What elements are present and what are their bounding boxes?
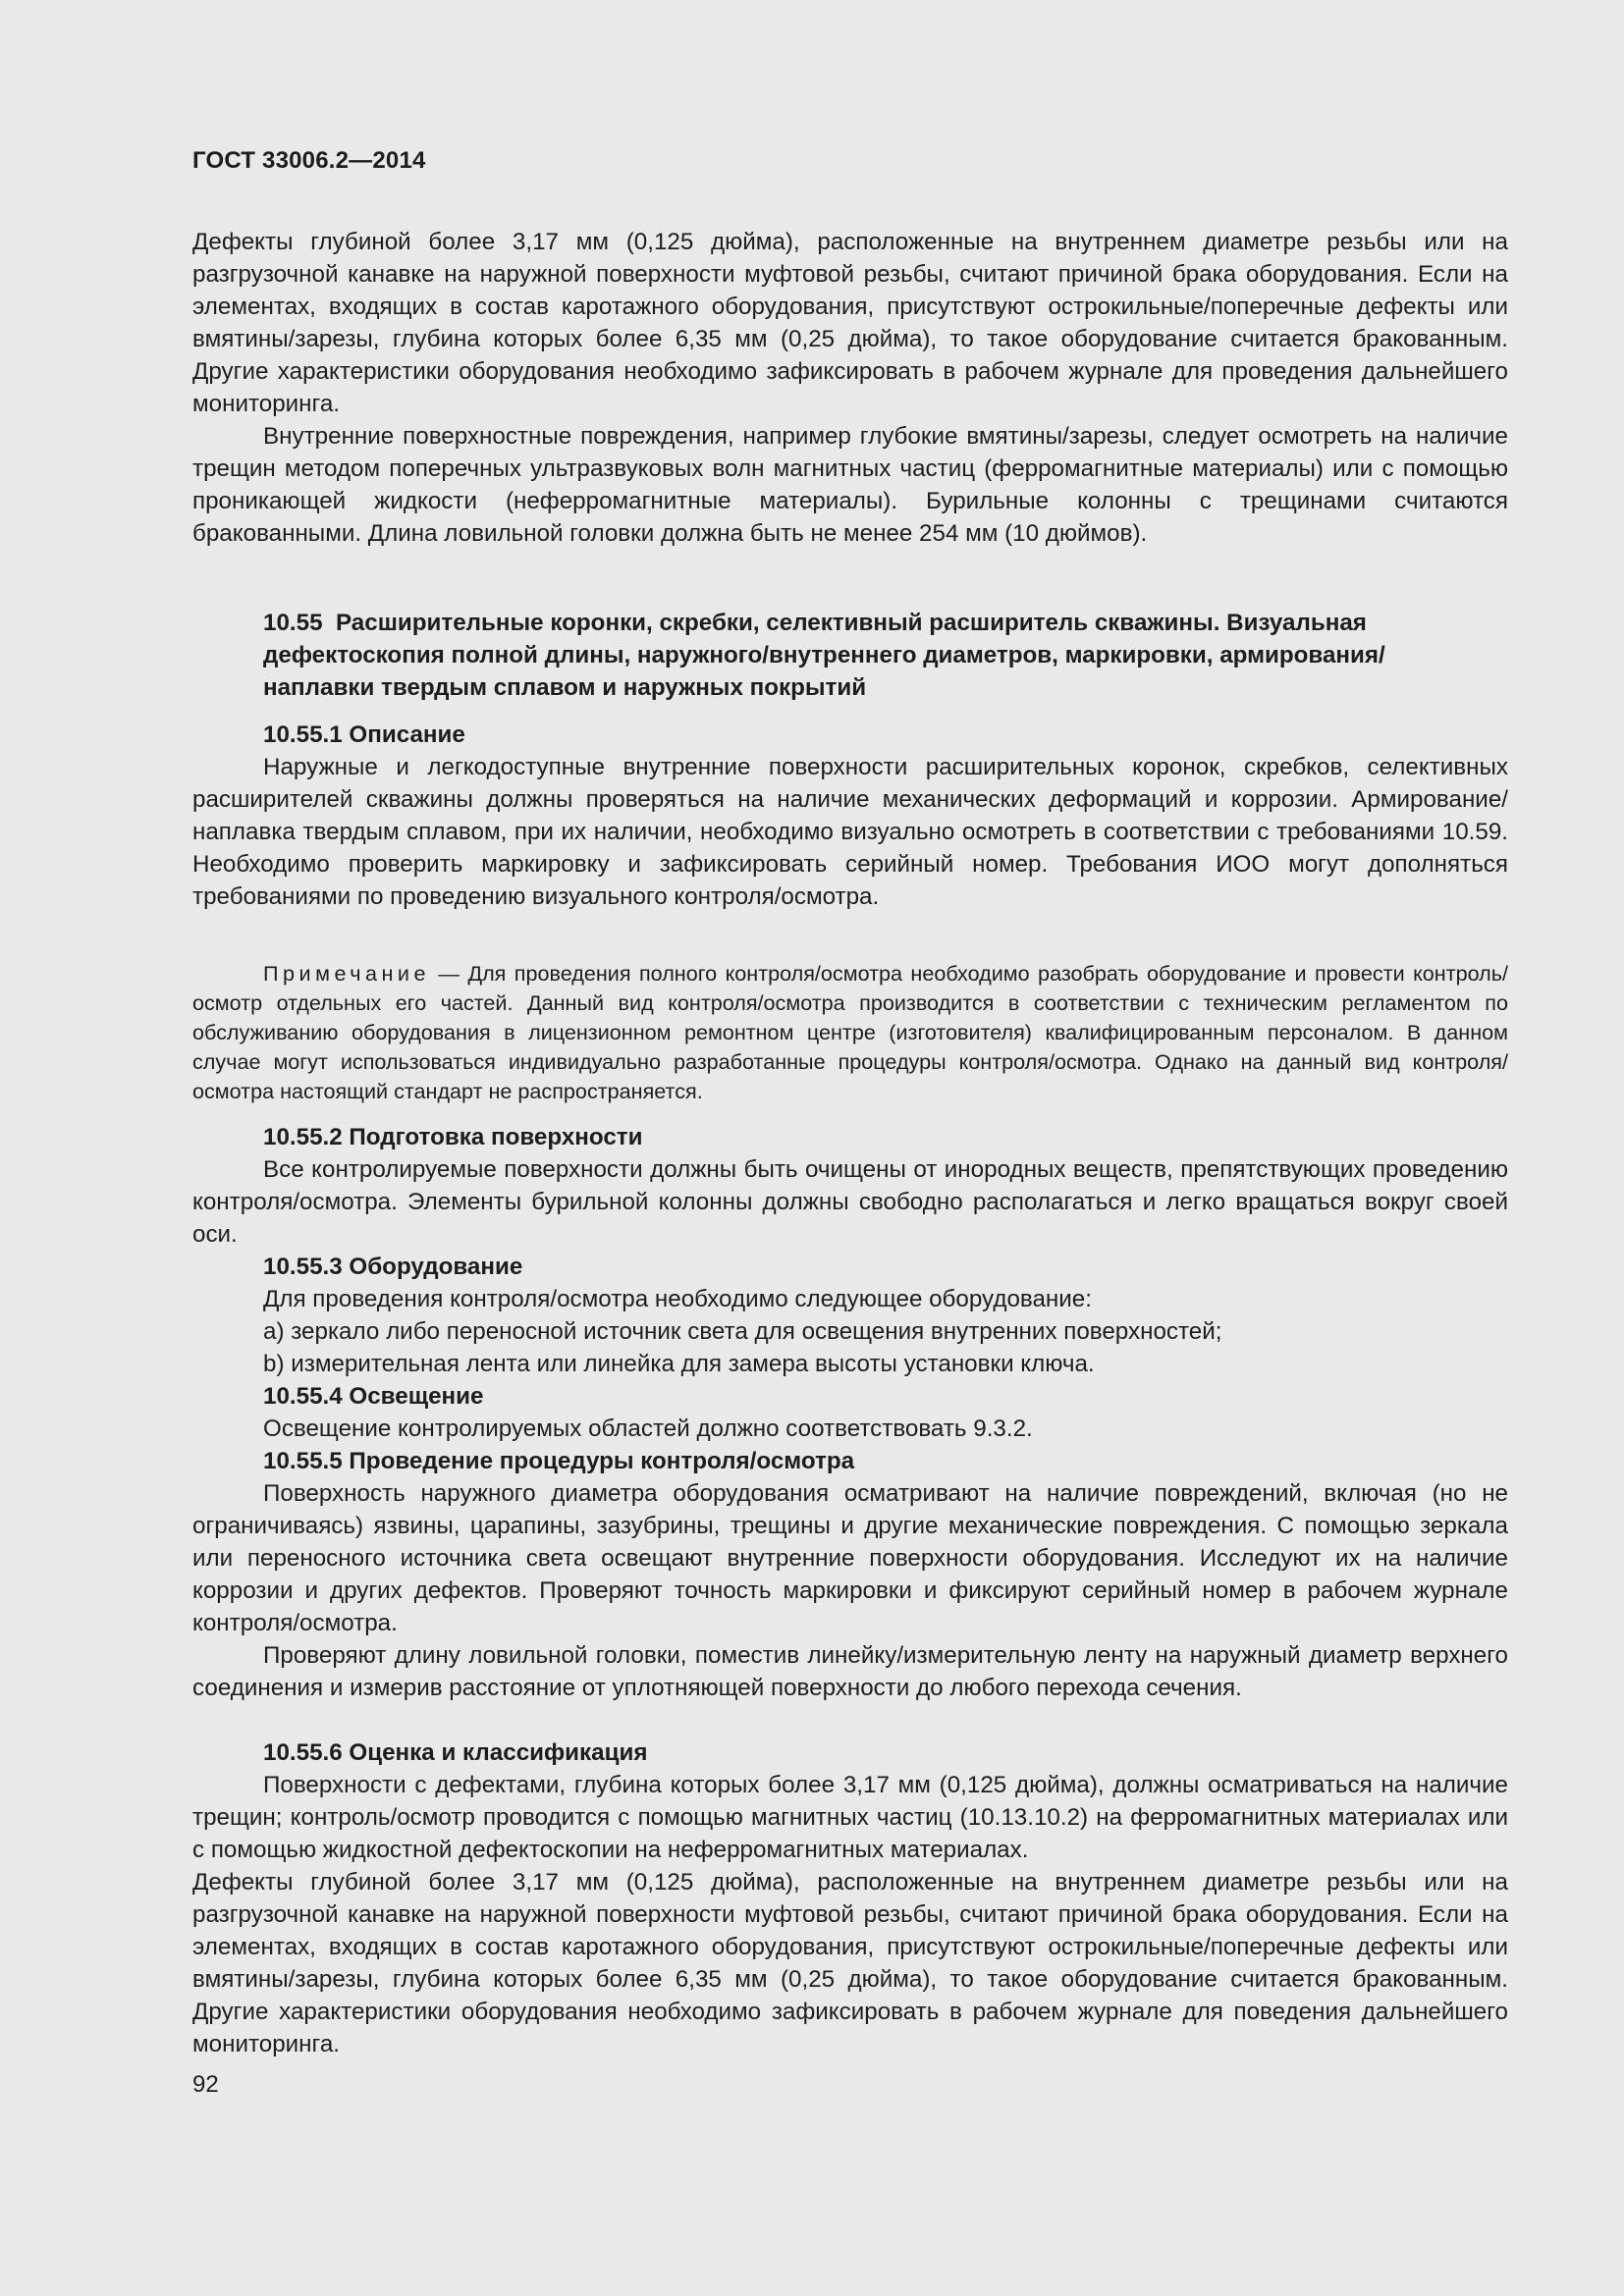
- subsection-2-paragraph: Все контролируемые поверхности должны быть очищены от инородных веществ, препятствующих проведению контроля/осмотра. Элементы бурильной колонны должны свободно располагаться и легко вращаться вокруг своей оси.: [192, 1156, 1508, 1248]
- subsection-2-body: [192, 1153, 1508, 1251]
- equipment-item-a: a) зеркало либо переносной источник света для освещения внутренних поверхностей;: [263, 1318, 1222, 1345]
- subsection-3-intro: Для проведения контроля/осмотра необходимо следующее оборудование:: [263, 1286, 1092, 1312]
- subsection-5-heading: 10.55.5 Проведение процедуры контроля/осмотра: [263, 1448, 855, 1474]
- subsection-4-heading: 10.55.4 Освещение: [263, 1383, 484, 1410]
- equipment-item-b: b) измерительная лента или линейка для замера высоты установки ключа.: [263, 1351, 1095, 1377]
- subsection-3-heading: 10.55.3 Оборудование: [263, 1254, 523, 1280]
- intro-paragraph-2: Внутренние поверхностные повреждения, например глубокие вмятины/зарезы, следует осмотреть на наличие трещин методом поперечных ультразвуковых волн магнитных частиц (ферромагнитные материалы) или с помощью проникающей жидкости (неферромагнитные материалы). Бурильные колонны с трещинами считаются бракованными. Длина ловильной головки должна быть не менее 254 мм (10 дюймов).: [192, 423, 1508, 547]
- note-block: [192, 959, 1508, 1106]
- intro-paragraph-1: Дефекты глубиной более 3,17 мм (0,125 дюйма), расположенные на внутреннем диаметре резьбы или на разгрузочной канавке на наружной поверхности муфтовой резьбы, считают причиной брака оборудования. Если на элементах, входящих в состав каротажного оборудования, присутствуют острокильные/поперечные дефекты или вмятины/зарезы, глубина которых более 6,35 мм (0,25 дюйма), то такое оборудование считается бракованным. Другие характеристики оборудования необходимо зафиксировать в рабочем журнале для проведения дальнейшего мониторинга.: [192, 229, 1508, 417]
- section-number: 10.55: [263, 610, 323, 636]
- section-title: Расширительные коронки, скребки, селективный расширитель скважины. Визуальная дефектоскопия полной длины, наружного/внутреннего диаметров, маркировки, армирования/наплавки твердым сплавом и наружных покрытий: [263, 610, 1385, 701]
- subsection-4-paragraph: Освещение контролируемых областей должно соответствовать 9.3.2.: [263, 1415, 1033, 1442]
- subsection-2-heading: 10.55.2 Подготовка поверхности: [263, 1124, 643, 1150]
- subsection-1-heading: 10.55.1 Описание: [263, 721, 465, 748]
- subsection-6-paragraph-1: Поверхности с дефектами, глубина которых более 3,17 мм (0,125 дюйма), должны осматриваться на наличие трещин; контроль/осмотр проводится с помощью магнитных частиц (10.13.10.2) на ферромагнитных материалах или с помощью жидкостной дефектоскопии на неферромагнитных материалах.: [192, 1772, 1508, 1863]
- subsection-5-paragraph-1: Поверхность наружного диаметра оборудования осматривают на наличие повреждений, включая (но не ограничиваясь) язвины, царапины, зазубрины, трещины и другие механические повреждения. С помощью зеркала или переносного источника света освещают внутренние поверхности оборудования. Исследуют их на наличие коррозии и других дефектов. Проверяют точность маркировки и фиксируют серийный номер в рабочем журнале контроля/осмотра.: [192, 1480, 1508, 1636]
- subsection-5-body: [192, 1477, 1508, 1704]
- note-paragraph: [192, 959, 1508, 1106]
- subsection-6-body: [192, 1769, 1508, 2060]
- intro-block: [192, 226, 1508, 550]
- document-header: ГОСТ 33006.2—2014: [192, 147, 426, 174]
- subsection-1-body: [192, 751, 1508, 913]
- page-number: 92: [192, 2071, 219, 2098]
- subsection-1-paragraph: Наружные и легкодоступные внутренние поверхности расширительных коронок, скребков, селективных расширителей скважины должны проверяться на наличие механических деформаций и коррозии. Армирование/наплавка твердым сплавом, при их наличии, необходимо визуально осмотреть в соответствии с требованиями 10.59. Необходимо проверить маркировку и зафиксировать серийный номер. Требования ИОО могут дополняться требованиями по проведению визуального контроля/осмотра.: [192, 754, 1508, 910]
- subsection-5-paragraph-2: Проверяют длину ловильной головки, поместив линейку/измерительную ленту на наружный диаметр верхнего соединения и измерив расстояние от уплотняющей поверхности до любого перехода сечения.: [192, 1642, 1508, 1701]
- section-heading: [263, 607, 1471, 704]
- note-label: Примечание: [263, 961, 430, 986]
- note-text: — Для проведения полного контроля/осмотра необходимо разобрать оборудование и провести контроль/осмотр отдельных его частей. Данный вид контроля/осмотра производится в соответствии с техническим регламентом по обслуживанию оборудования в лицензионном ремонтном центре (изготовителя) квалифицированным персоналом. В данном случае могут использоваться индивидуально разработанные процедуры контроля/осмотра. Однако на данный вид контроля/осмотра настоящий стандарт не распространяется.: [192, 961, 1508, 1103]
- subsection-6-heading: 10.55.6 Оценка и классификация: [263, 1739, 648, 1766]
- subsection-6-paragraph-2: Дефекты глубиной более 3,17 мм (0,125 дюйма), расположенные на внутреннем диаметре резьбы или на разгрузочной канавке на наружной поверхности муфтовой резьбы, считают причиной брака оборудования. Если на элементах, входящих в состав каротажного оборудования, присутствуют острокильные/поперечные дефекты или вмятины/зарезы, глубина которых более 6,35 мм (0,25 дюйма), то такое оборудование считается бракованным. Другие характеристики оборудования необходимо зафиксировать в рабочем журнале для поведения дальнейшего мониторинга.: [192, 1869, 1508, 2057]
